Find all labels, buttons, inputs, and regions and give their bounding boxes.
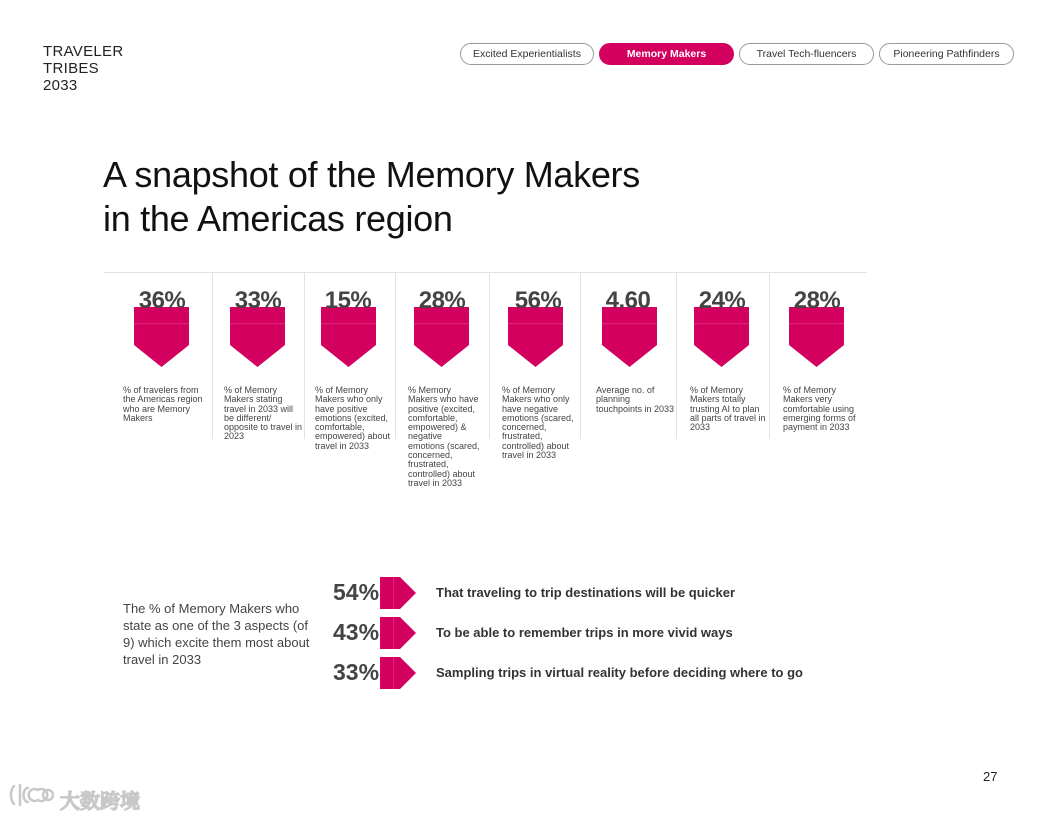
stat-value: 24% [698,287,746,314]
aspect-label: That traveling to trip destinations will be quicker [436,585,736,600]
stat-description: % of Memory Makers who only have negative emotions (scared, concerned, frustrated, controlled) about travel in 2033 [502,385,574,461]
brand-line-2: TRIBES [43,60,99,77]
stat-value: 33% [234,287,282,314]
stat-description: % of Memory Makers who only have positive emotions (excited, comfortable, empowered) about travel in 2033 [315,385,391,451]
watermark [8,782,140,813]
arrow-right-icon [380,577,416,609]
stat-divider [212,273,213,439]
watermark-text: 大数跨境 [60,791,140,813]
tab-excited-experientialists[interactable]: Excited Experientialists [460,43,594,65]
stat-value: 28% [418,287,466,314]
title-line-1: A snapshot of the Memory Makers [103,154,640,195]
stat-card [104,273,212,513]
chevron-badge-icon [230,307,285,367]
stat-divider [769,273,770,439]
stat-value: 36% [138,287,186,314]
title-line-2: in the Americas region [103,198,453,239]
chevron-badge-icon [508,307,563,367]
stat-value: 56% [514,287,562,314]
stat-card [395,273,489,513]
tab-pioneering-pathfinders[interactable]: Pioneering Pathfinders [879,43,1014,65]
chevron-badge-icon [789,307,844,367]
stat-divider [580,273,581,439]
stat-divider [304,273,305,439]
page-number: 27 [983,769,998,784]
aspect-value: 43% [333,619,380,645]
aspect-label: To be able to remember trips in more vivid ways [436,625,733,640]
chevron-badge-icon [134,307,189,367]
stat-divider [676,273,677,439]
aspect-value: 33% [333,659,380,685]
arrow-right-icon [380,617,416,649]
chevron-badge-icon [414,307,469,367]
stat-description: % Memory Makers who have positive (excited, comfortable, empowered) & negative emotions (scared, concerned, frustrated, controlled) about travel in 2033 [408,385,480,488]
stat-card [769,273,867,513]
arrow-right-icon [380,657,416,689]
stat-value: 4.60 [605,287,651,314]
stat-description: % of travelers from the Americas region who are Memory Makers [123,385,203,423]
chevron-badge-icon [602,307,657,367]
stat-card [304,273,395,513]
tab-memory-makers[interactable]: Memory Makers [599,43,734,65]
aspects-intro: The % of Memory Makers who state as one of the 3 aspects (of 9) which excite them most about travel in 2033 [123,601,310,667]
aspect-value: 54% [333,579,380,605]
page-title [103,153,640,241]
stat-card [489,273,580,513]
aspect-label: Sampling trips in virtual reality before deciding where to go [436,665,803,680]
stat-value: 28% [793,287,841,314]
stat-divider [395,273,396,439]
stat-card [212,273,304,513]
stat-description: % of Memory Makers very comfortable using emerging forms of payment in 2033 [783,385,856,433]
chevron-badge-icon [694,307,749,367]
stat-value: 15% [324,287,372,314]
stat-card [580,273,676,513]
watermark-logo-icon [8,782,54,808]
brand-logo [43,43,123,94]
brand-line-3: 2033 [43,77,78,94]
stat-card [676,273,769,513]
tab-travel-tech-fluencers[interactable]: Travel Tech-fluencers [739,43,874,65]
stat-description: % of Memory Makers totally trusting AI to plan all parts of travel in 2033 [690,385,766,433]
chevron-badge-icon [321,307,376,367]
brand-line-1: TRAVELER [43,43,124,60]
stat-divider [489,273,490,439]
stat-description: % of Memory Makers stating travel in 2033 will be different/ opposite to travel in 2023 [224,385,303,442]
stat-description: Average no. of planning touchpoints in 2033 [596,385,675,414]
